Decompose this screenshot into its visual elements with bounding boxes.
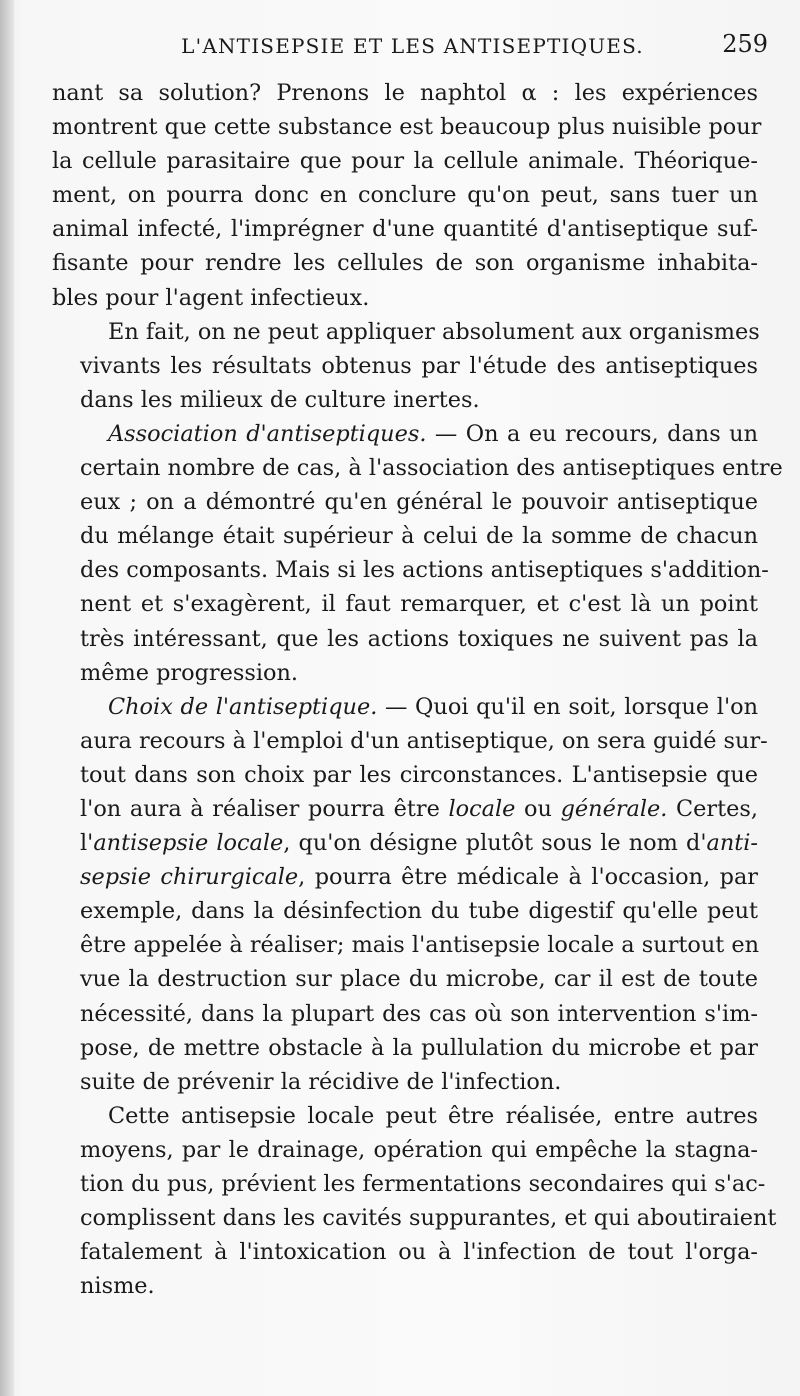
- text-line: [80, 690, 758, 724]
- text-line: tout dans son choix par les circonstances. L'antisepsie que: [80, 761, 758, 788]
- text-line: complissent dans les cavités suppurantes, et qui aboutiraient: [80, 1205, 777, 1232]
- page-binding-edge: [0, 0, 14, 1396]
- text-line: nent et s'exagèrent, il faut remarquer, et c'est là un point: [80, 591, 758, 618]
- text-run: ou: [515, 795, 561, 822]
- paragraph-choix: [52, 690, 768, 1099]
- text-line: [80, 417, 758, 451]
- text-line: fisante pour rendre les cellules de son organisme inhabita-: [52, 250, 758, 277]
- paragraph-2: [52, 315, 758, 417]
- text-run: Certes,: [667, 795, 758, 822]
- text-line: moyens, par le drainage, opération qui empêche la stagna-: [80, 1136, 758, 1163]
- text-line: nant sa solution? Prenons le naphtol α : les expériences: [52, 80, 758, 106]
- text-line: En fait, on ne peut appliquer absolument aux organismes: [108, 318, 760, 345]
- paragraph-1: [52, 76, 762, 315]
- text-line: suite de prévenir la récidive de l'infection.: [80, 1068, 562, 1095]
- text-line: ment, on pourra donc en conclure qu'on peut, sans tuer un: [52, 182, 758, 209]
- text-line: nisme.: [80, 1273, 155, 1300]
- text-line: [52, 792, 758, 826]
- text-line: des composants. Mais si les actions antiseptiques s'addition-: [80, 557, 769, 584]
- text-line: vivants les résultats obtenus par l'étude des antiseptiques: [80, 352, 758, 379]
- text-line: aura recours à l'emploi d'un antiseptique, on sera guidé sur-: [80, 727, 768, 754]
- text-run: , pourra être médicale à l'occasion, par: [298, 864, 759, 891]
- emphasis-generale: générale.: [560, 795, 668, 822]
- section-heading-association: Association d'antiseptiques.: [108, 420, 427, 447]
- emphasis-anti: anti-: [706, 830, 758, 857]
- text-line: pose, de mettre obstacle à la pullulation du microbe et par: [80, 1034, 758, 1061]
- text-line: dans les milieux de culture inertes.: [80, 386, 480, 413]
- text-line: animal infecté, l'imprégner d'une quantité d'antiseptique suf-: [52, 216, 758, 243]
- text-line: fatalement à l'intoxication ou à l'infection de tout l'orga-: [80, 1239, 758, 1266]
- text-run: l': [80, 830, 94, 857]
- text-line: bles pour l'agent infectieux.: [52, 284, 370, 311]
- text-run: — Quoi qu'il en soit, lorsque l'on: [377, 693, 758, 720]
- emphasis-sepsie-chirurgicale: sepsie chirurgicale: [80, 864, 299, 891]
- paragraph-association: [52, 417, 783, 690]
- emphasis-antisepsie-locale: antisepsie locale: [93, 830, 284, 857]
- text-line: nécessité, dans la plupart des cas où son intervention s'im-: [80, 1000, 758, 1027]
- running-title: L'ANTISEPSIE ET LES ANTISEPTIQUES.: [181, 34, 644, 58]
- text-line: montrent que cette substance est beaucoup plus nuisible pour: [52, 114, 762, 141]
- text-line: exemple, dans la désinfection du tube digestif qu'elle peut: [80, 898, 758, 925]
- text-line: tion du pus, prévient les fermentations secondaires qui s'ac-: [80, 1171, 766, 1197]
- body-text: [52, 76, 783, 1303]
- text-run: , qu'on désigne plutôt sous le nom d': [283, 830, 707, 857]
- paragraph-5: [52, 1099, 777, 1304]
- text-line: très intéressant, que les actions toxiques ne suivent pas la: [80, 625, 758, 652]
- emphasis-locale: locale: [448, 795, 516, 822]
- text-line: vue la destruction sur place du microbe, car il est de toute: [80, 966, 758, 993]
- text-line: être appelée à réaliser; mais l'antisepsie locale a surtout en: [80, 932, 760, 959]
- text-line: du mélange était supérieur à celui de la somme de chacun: [80, 523, 758, 550]
- section-heading-choix: Choix de l'antiseptique.: [108, 693, 378, 720]
- text-line: eux ; on a démontré qu'en général le pouvoir antiseptique: [80, 489, 758, 516]
- text-line: [52, 826, 758, 860]
- text-line: Cette antisepsie locale peut être réalisée, entre autres: [108, 1102, 758, 1129]
- text-run: — On a eu recours, dans un: [426, 420, 758, 447]
- text-line: même progression.: [80, 659, 299, 686]
- page-header: [55, 30, 770, 66]
- page-number: 259: [722, 30, 768, 58]
- text-line: [52, 860, 758, 894]
- text-line: la cellule parasitaire que pour la cellule animale. Théorique-: [52, 148, 758, 175]
- text-run: l'on aura à réaliser pourra être: [80, 795, 449, 822]
- text-line: certain nombre de cas, à l'association des antiseptiques entre: [80, 455, 783, 482]
